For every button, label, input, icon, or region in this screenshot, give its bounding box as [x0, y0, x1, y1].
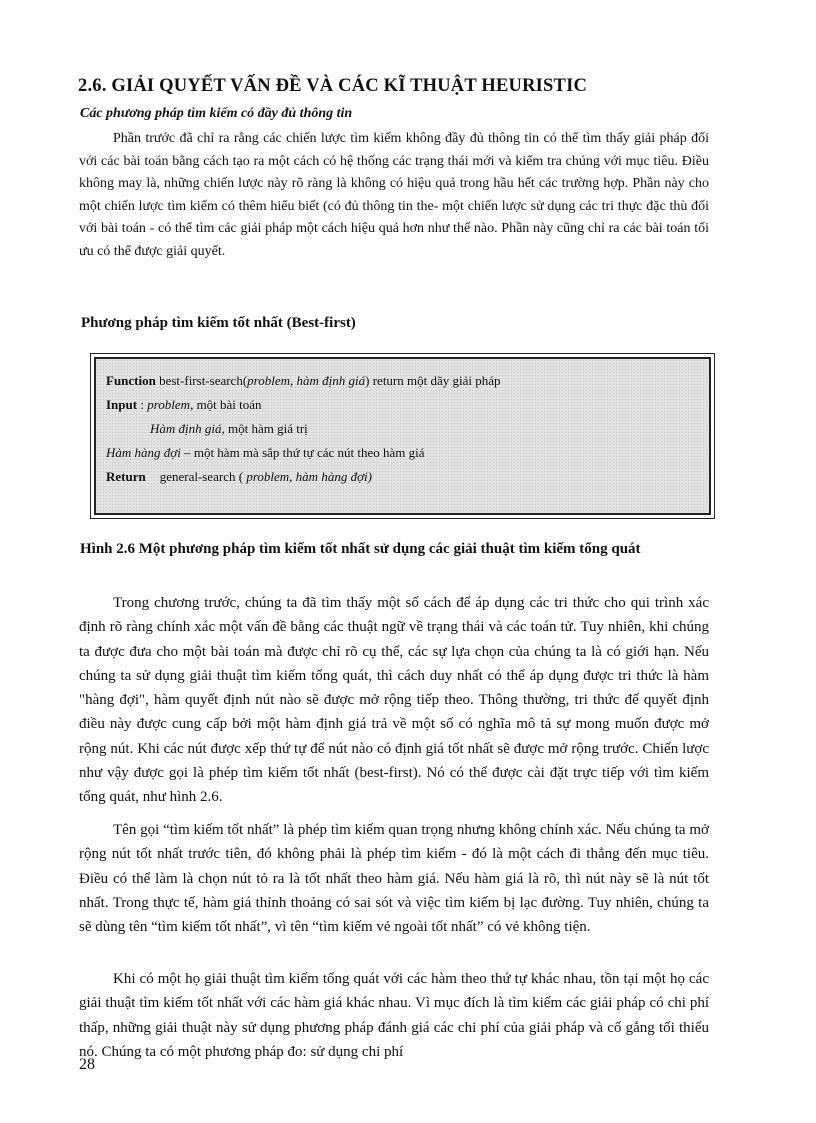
algo-line-return: [106, 465, 699, 489]
algo-line-queue: [106, 441, 699, 465]
return-args: problem, hàm hàng đợi): [246, 469, 372, 484]
paragraph-naming: Tên gọi “tìm kiếm tốt nhất” là phép tìm kiếm quan trọng nhưng không chính xác. Nếu chúng ta mở rộng nút tốt nhất trước tiên, đó không phải là phép tìm kiếm - đó là một cách đi thẳng đến mục tiêu. Điều có thể làm là chọn nút tỏ ra là tốt nhất theo hàm giá. Nếu hàm giá là rõ, thì nút này sẽ là nút tốt nhất. Trong thực tế, hàm giá thỉnh thoảng có sai sót và việc tìm kiếm bị lạc đường. Tuy nhiên, chúng ta sẽ dùng tên “tìm kiếm tốt nhất”, vì tên “tìm kiếm vẻ ngoài tốt nhất” có vẻ không tiện.: [79, 822, 709, 936]
algorithm-figure: [90, 353, 715, 519]
algorithm-box: [94, 357, 711, 515]
function-return: ) return một dãy giải pháp: [365, 373, 501, 388]
function-name: best-first-search(: [155, 373, 248, 388]
algo-line-function: [106, 369, 699, 393]
queue-desc: – một hàm mà sắp thứ tự các nút theo hàm giá: [180, 445, 425, 460]
queue-param: Hàm hàng đợi: [106, 445, 181, 460]
paragraph-knowledge: Trong chương trước, chúng ta đã tìm thấy một số cách để áp dụng các tri thức cho qui trình xác định rõ ràng chính xác một vấn đề bằng các thuật ngữ về trạng thái và các toán tử. Tuy nhiên, khi chúng ta được đưa cho một bài toán mà được chỉ rõ cụ thể, các sự lựa chọn của chúng ta là có giới hạn. Nếu chúng ta sử dụng giải thuật tìm kiếm tổng quát, thì cách duy nhất có thể áp dụng được tri thức là hàm "hàng đợi", hàm quyết định nút nào sẽ được mở rộng tiếp theo. Thông thường, tri thức để quyết định điều này được cung cấp bởi một hàm định giá trả về một số có nghĩa mô tả sự mong muốn được mở rộng nút. Khi các nút được xếp thứ tự để nút nào có định giá tốt nhất sẽ được mở rộng trước. Chiến lược như vậy được gọi là phép tìm kiếm tốt nhất (best-first). Nó có thể được cài đặt trực tiếp với tìm kiếm tổng quát, như hình 2.6.: [79, 595, 709, 806]
return-call: general-search (: [159, 469, 247, 484]
page-number: 28: [79, 1056, 95, 1073]
subsection-heading: Các phương pháp tìm kiếm có đầy đủ thông tin: [80, 106, 353, 121]
keyword-function: Function: [106, 373, 156, 388]
eval-param: Hàm định giá,: [150, 421, 225, 436]
method-title: Phương pháp tìm kiếm tốt nhất (Best-first): [81, 315, 356, 331]
input-separator: :: [137, 397, 148, 412]
paragraph-family: Khi có một họ giải thuật tìm kiếm tổng quát với các hàm theo thứ tự khác nhau, tồn tại một họ các giải thuật tìm kiếm tốt nhất với các hàm giá khác nhau. Vì mục đích là tìm kiếm các giải pháp có chi phí thấp, những giải thuật này sử dụng phương pháp đánh giá các chi phí của giải pháp và cố gắng tối thiểu nó. Chúng ta có một phương pháp đo: sử dụng chi phí: [79, 971, 709, 1060]
paragraph-intro: Phần trước đã chỉ ra rằng các chiến lược tìm kiếm không đầy đủ thông tin có thể tìm thấy giải pháp đối với các bài toán bằng cách tạo ra một cách có hệ thống các trạng thái mới và kiểm tra chúng với mục tiêu. Điều không may là, những chiến lược này rõ ràng là không có hiệu quả trong hầu hết các trường hợp. Phần này cho một chiến lược tìm kiếm có thêm hiểu biết (có đủ thông tin the- một chiến lược sử dụng các tri thực đặc thù đối với bài toán - có thể tìm các giải pháp một cách hiệu quả hơn như thế nào. Phần này cũng chỉ ra các bài toán tối ưu có thể được giải quyết.: [79, 131, 709, 259]
figure-caption: Hình 2.6 Một phương pháp tìm kiếm tốt nhất sử dụng các giải thuật tìm kiếm tổng quát: [80, 541, 641, 557]
input-param: problem: [147, 397, 191, 412]
section-heading: 2.6. GIẢI QUYẾT VẤN ĐỀ VÀ CÁC KĨ THUẬT HEURISTIC: [78, 76, 588, 96]
keyword-input: Input: [106, 397, 138, 412]
keyword-return: Return: [106, 469, 146, 484]
input-desc: , một bài toán: [190, 397, 262, 412]
eval-desc: một hàm giá trị: [224, 421, 308, 436]
algo-line-eval: [106, 417, 699, 441]
algo-line-input: [106, 393, 699, 417]
function-params: problem, hàm định giá: [247, 373, 366, 388]
